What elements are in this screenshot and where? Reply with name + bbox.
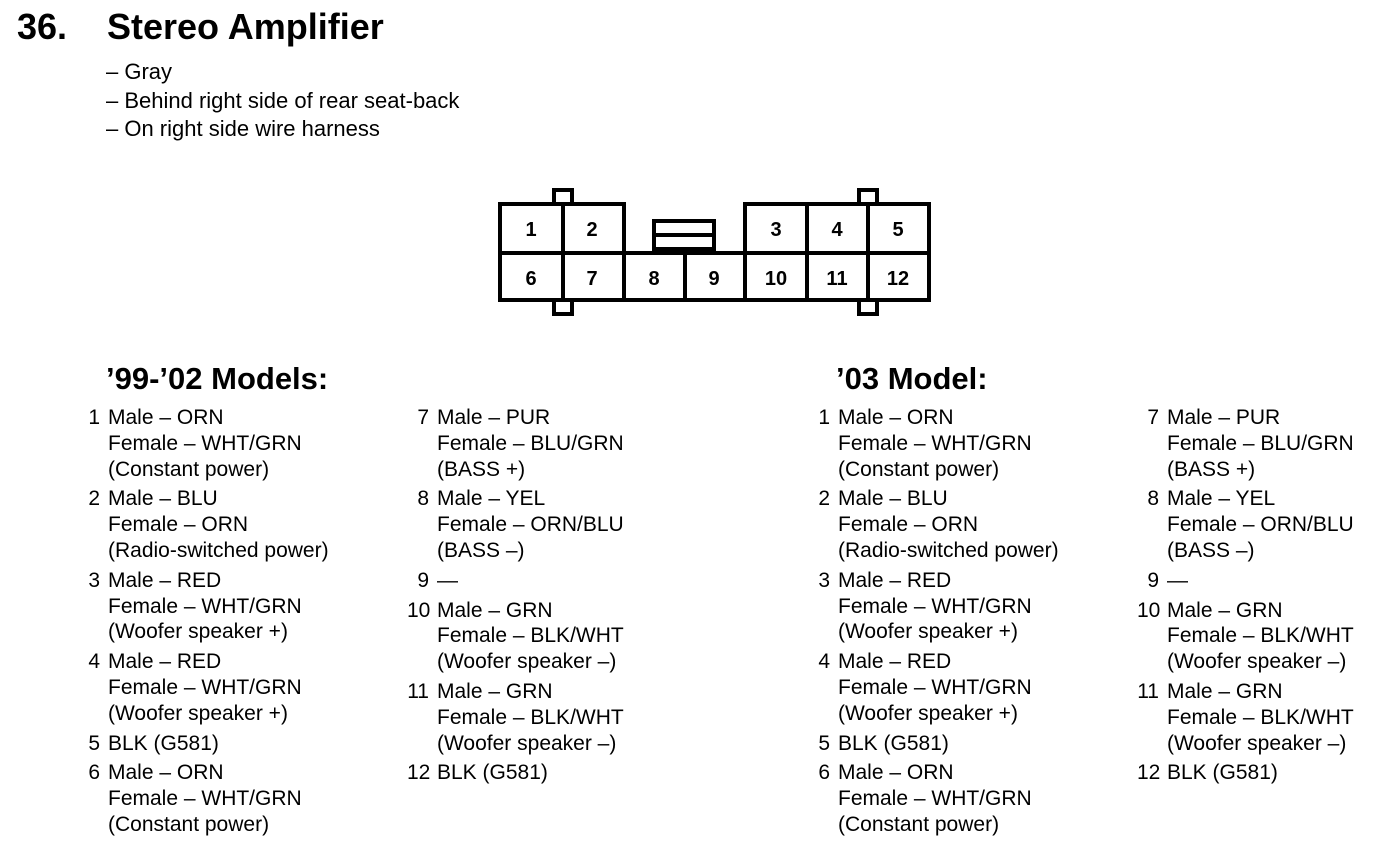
pin-number: 3: [88, 568, 100, 592]
pin-number: 5: [88, 731, 100, 755]
connector-latch: [554, 190, 572, 204]
pin-description-line: (Woofer speaker –): [1167, 650, 1347, 674]
pin-number: 4: [88, 650, 100, 674]
section-heading-99-02: ’99-’02 Models:: [106, 361, 329, 396]
pin-description-line: Male – RED: [838, 650, 952, 674]
pin-label: 4: [831, 219, 843, 241]
pin-entry: [814, 731, 1114, 757]
pin-description-line: Female – ORN/BLU: [437, 513, 624, 537]
pin-description-line: Female – BLK/WHT: [437, 705, 624, 729]
pin-entry: [407, 679, 713, 756]
pin-description-line: (Woofer speaker +): [838, 701, 1018, 725]
pin-description-line: Male – ORN: [108, 406, 224, 429]
pin-description-line: (Constant power): [108, 812, 270, 836]
pin-label: 10: [764, 268, 788, 290]
pin-description-line: Female – WHT/GRN: [838, 787, 1032, 811]
pin-description-line: Male – RED: [108, 568, 222, 592]
pin-entry: [1143, 568, 1392, 594]
connector-diagram: [497, 186, 937, 320]
pin-description-line: (Constant power): [838, 812, 1000, 836]
pin-label: 11: [826, 268, 848, 290]
pin-description-line: BLK (G581): [437, 761, 548, 785]
pin-entry: [407, 598, 713, 675]
pin-entry: [1143, 405, 1392, 482]
pin-list-03-right: [1137, 405, 1392, 790]
connector-latch: [554, 300, 572, 314]
pin-description-line: Female – WHT/GRN: [838, 675, 1032, 699]
pin-description-line: Male – GRN: [1167, 679, 1283, 703]
pin-description-line: Male – GRN: [437, 679, 553, 703]
pin-number: 5: [818, 731, 830, 755]
pin-entry: [413, 568, 713, 594]
pin-label: 12: [886, 268, 910, 290]
pin-label: 5: [892, 219, 904, 241]
pin-number: 2: [88, 487, 100, 511]
pin-label: 1: [525, 219, 537, 241]
pin-description-line: Female – BLK/WHT: [1167, 705, 1354, 729]
pin-description-line: BLK (G581): [838, 731, 949, 755]
pin-description-line: (BASS +): [1167, 457, 1256, 481]
pin-entry: [814, 486, 1114, 563]
pin-entry: [413, 405, 713, 482]
pin-description-line: Male – ORN: [108, 761, 224, 785]
pin-description-line: (BASS +): [437, 457, 526, 481]
pin-entry: [1137, 598, 1392, 675]
pin-label: 2: [586, 219, 598, 241]
pin-label: 7: [586, 268, 598, 290]
pin-number: 9: [1147, 568, 1159, 592]
pin-number: 10: [1137, 598, 1161, 622]
pin-number: 9: [417, 568, 429, 592]
pin-description-line: Male – GRN: [1167, 598, 1283, 622]
pin-description-line: Female – WHT/GRN: [108, 594, 302, 618]
pin-description-line: (Radio-switched power): [108, 538, 329, 562]
pin-description-line: —: [1167, 568, 1188, 592]
pin-description-line: Male – GRN: [437, 598, 553, 622]
pin-description-line: (Radio-switched power): [838, 538, 1059, 562]
pin-entry: [84, 405, 384, 482]
pin-label: 3: [770, 219, 782, 241]
pin-number: 4: [818, 650, 830, 674]
pin-description-line: (Woofer speaker +): [108, 701, 288, 725]
pin-description-line: (Woofer speaker –): [1167, 731, 1347, 755]
pin-description-line: Female – ORN: [838, 513, 979, 537]
pin-entry: [814, 405, 1114, 482]
pin-description-line: Female – BLK/WHT: [437, 624, 624, 648]
pin-number: 6: [88, 761, 100, 785]
pin-description-line: (BASS –): [1167, 538, 1255, 562]
location-list: [106, 58, 459, 144]
pin-entry: [413, 486, 713, 563]
page-title: Stereo Amplifier: [107, 6, 384, 47]
section-number: 36.: [17, 6, 68, 47]
pin-description-line: Male – BLU: [838, 487, 948, 511]
pin-entry: [84, 760, 384, 837]
section-heading-03: ’03 Model:: [836, 361, 988, 396]
pin-description-line: Female – BLK/WHT: [1167, 624, 1354, 648]
pin-description-line: Female – WHT/GRN: [108, 675, 302, 699]
pin-description-line: (Woofer speaker +): [838, 620, 1018, 644]
pin-description-line: (Woofer speaker –): [437, 650, 617, 674]
location-item: – On right side wire harness: [106, 116, 380, 141]
pin-description-line: Female – ORN/BLU: [1167, 513, 1354, 537]
pin-number: 8: [417, 487, 429, 511]
pin-entry: [1143, 486, 1392, 563]
pin-description-line: (Woofer speaker +): [108, 620, 288, 644]
pin-description-line: (BASS –): [437, 538, 525, 562]
pin-entry: [814, 649, 1114, 726]
pin-entry: [84, 731, 384, 757]
pin-label: 8: [648, 268, 660, 290]
pin-description-line: Male – BLU: [108, 487, 218, 511]
pin-description-line: Male – PUR: [437, 406, 551, 429]
pin-entry: [84, 486, 384, 563]
pin-description-line: Male – ORN: [838, 761, 954, 785]
pin-number: 2: [818, 487, 830, 511]
pin-number: 3: [818, 568, 830, 592]
pin-number: 11: [407, 679, 429, 703]
pin-number: 12: [407, 761, 431, 785]
pin-description-line: Male – YEL: [437, 487, 546, 511]
pin-description-line: Female – BLU/GRN: [437, 431, 624, 455]
pin-description-line: Female – BLU/GRN: [1167, 431, 1354, 455]
pin-number: 8: [1147, 487, 1159, 511]
pin-description-line: Female – WHT/GRN: [838, 431, 1032, 455]
pin-description-line: Female – WHT/GRN: [838, 594, 1032, 618]
pin-description-line: —: [437, 568, 458, 592]
pin-number: 1: [818, 406, 830, 429]
pin-entry: [814, 568, 1114, 645]
pin-description-line: BLK (G581): [1167, 761, 1278, 785]
location-item: – Gray: [106, 59, 173, 84]
pin-list-99-02-right: [407, 405, 713, 790]
pin-number: 12: [1137, 761, 1161, 785]
pin-description-line: Male – RED: [838, 568, 952, 592]
pin-entry: [814, 760, 1114, 837]
location-item: – Behind right side of rear seat-back: [106, 87, 460, 113]
pin-entry: [84, 649, 384, 726]
pin-list-03-left: [814, 405, 1114, 842]
pin-description-line: Female – WHT/GRN: [108, 431, 302, 455]
pin-description-line: (Woofer speaker –): [437, 731, 617, 755]
pin-description-line: Male – PUR: [1167, 406, 1281, 429]
pin-number: 1: [88, 406, 100, 429]
pin-description-line: Female – WHT/GRN: [108, 787, 302, 811]
pin-number: 11: [1137, 679, 1159, 703]
connector-latch: [859, 300, 877, 314]
pin-description-line: Female – ORN: [108, 513, 249, 537]
pin-list-99-02-left: [84, 405, 384, 842]
pin-label: 6: [525, 268, 537, 290]
pin-number: 6: [818, 761, 830, 785]
pin-label: 9: [708, 268, 720, 290]
connector-latch: [859, 190, 877, 204]
pin-description-line: (Constant power): [838, 457, 1000, 481]
pin-description-line: Male – YEL: [1167, 487, 1276, 511]
pin-number: 10: [407, 598, 431, 622]
pin-description-line: (Constant power): [108, 457, 270, 481]
pin-entry: [1137, 760, 1392, 786]
pin-entry: [407, 760, 713, 786]
pin-entry: [1137, 679, 1392, 756]
pin-description-line: Male – ORN: [838, 406, 954, 429]
pin-number: 7: [417, 406, 429, 429]
pin-entry: [84, 568, 384, 645]
pin-description-line: Male – RED: [108, 650, 222, 674]
pin-description-line: BLK (G581): [108, 731, 219, 755]
pin-number: 7: [1147, 406, 1159, 429]
